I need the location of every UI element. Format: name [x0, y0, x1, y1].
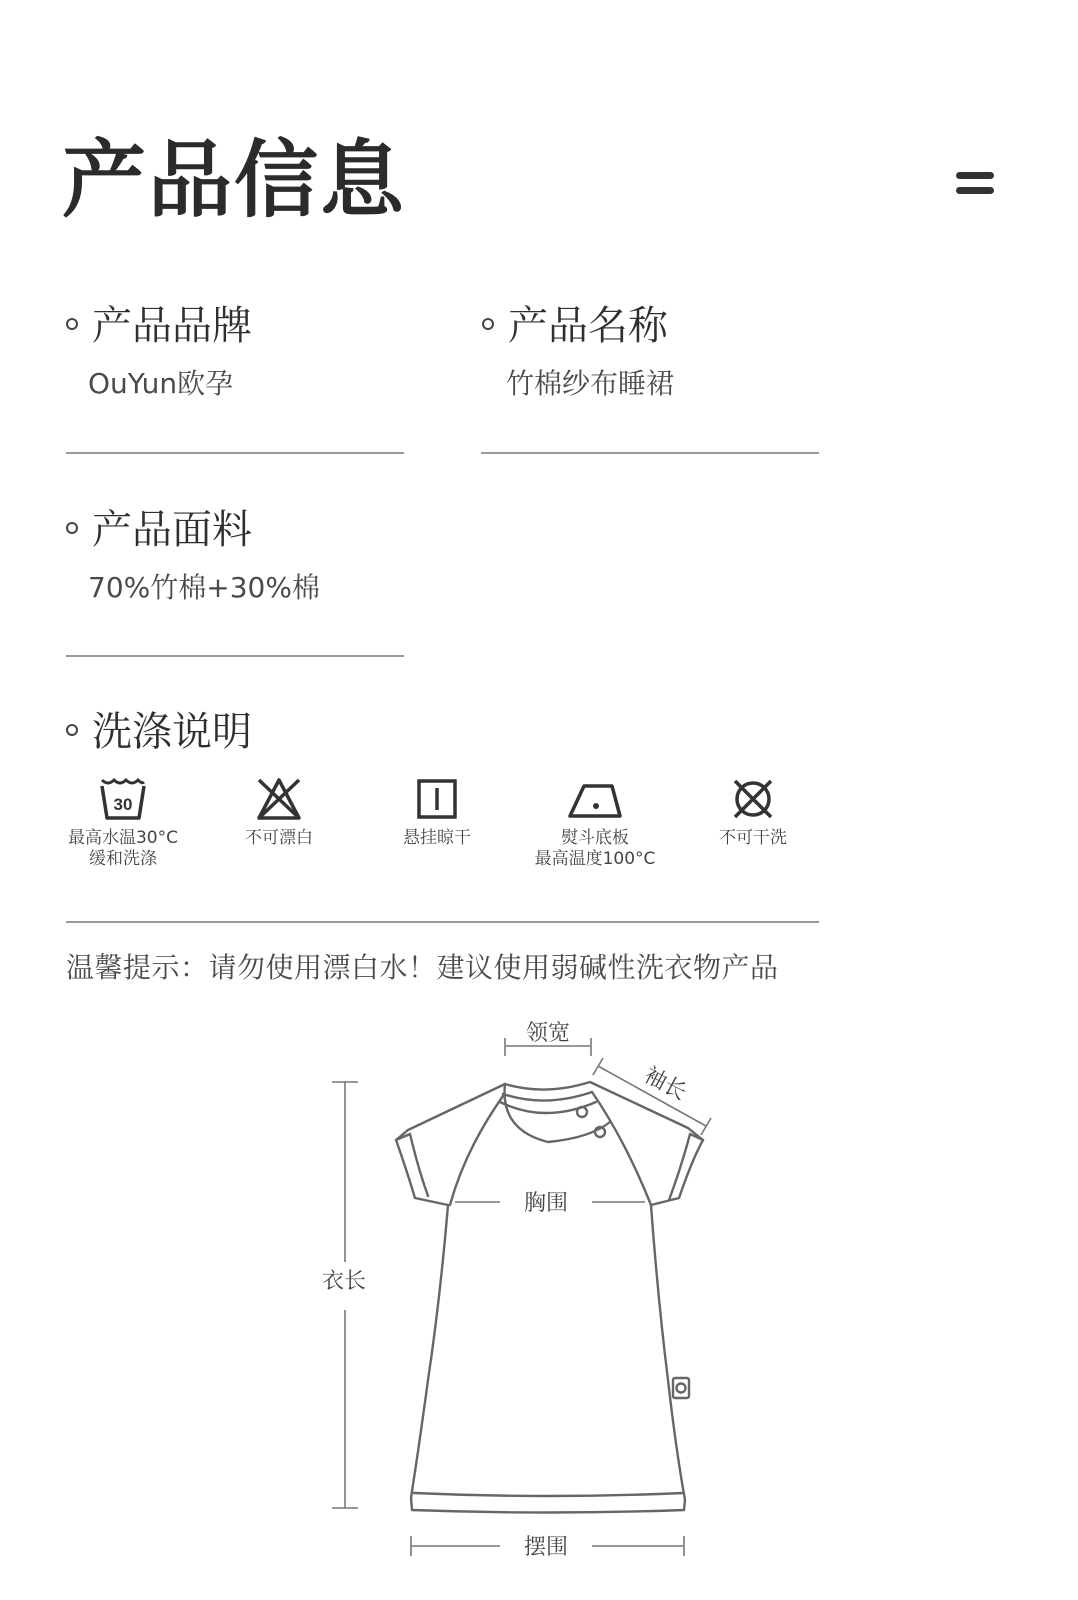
care-text: 最高水温30°C 缓和洗涤	[67, 828, 178, 869]
care-text: 熨斗底板 最高温度100°C	[534, 828, 656, 869]
care-label-text: 洗涤说明	[92, 709, 252, 755]
fabric-value: 70%竹棉+30%棉	[88, 571, 320, 604]
divider	[66, 655, 404, 657]
care-text: 不可漂白	[245, 828, 313, 848]
care-item-no-bleach	[204, 776, 354, 849]
garment-measurement-diagram	[0, 1000, 1078, 1600]
care-text: 不可干洗	[719, 828, 787, 848]
bullet-icon	[66, 318, 78, 330]
care-item-wash	[48, 776, 198, 870]
sleeve-length-label: 袖长	[639, 1062, 691, 1106]
brand-label-text: 产品品牌	[92, 303, 252, 349]
hamburger-menu-icon[interactable]	[956, 172, 994, 198]
care-item-no-dry-clean	[678, 776, 828, 849]
hang-dry-icon	[413, 776, 461, 822]
fabric-label	[66, 507, 252, 553]
page-title: 产品信息	[62, 131, 407, 229]
bullet-icon	[66, 522, 78, 534]
divider	[481, 452, 819, 454]
length-label: 衣长	[321, 1269, 367, 1294]
wash-temp-text: 30	[113, 795, 133, 814]
bullet-icon	[66, 724, 78, 736]
care-label	[66, 709, 252, 755]
fabric-label-text: 产品面料	[92, 507, 252, 553]
hem-label: 摆围	[523, 1535, 569, 1560]
divider	[66, 921, 819, 923]
product-name-label-text: 产品名称	[508, 303, 668, 349]
wash-30-icon	[99, 776, 147, 822]
collar-width-label: 领宽	[525, 1021, 571, 1046]
bullet-icon	[482, 318, 494, 330]
product-name-value: 竹棉纱布睡裙	[506, 367, 675, 400]
brand-label	[66, 303, 252, 349]
no-dry-clean-icon	[729, 776, 777, 822]
brand-value: OuYun欧孕	[88, 367, 234, 400]
iron-icon	[566, 776, 624, 822]
chest-label: 胸围	[523, 1191, 569, 1216]
care-text: 悬挂晾干	[403, 828, 471, 848]
care-item-iron	[520, 776, 670, 870]
product-name-label	[482, 303, 668, 349]
no-bleach-icon	[255, 776, 303, 822]
care-item-hang-dry	[362, 776, 512, 849]
tip-text: 温馨提示：请勿使用漂白水！建议使用弱碱性洗衣物产品	[66, 951, 779, 984]
divider	[66, 452, 404, 454]
